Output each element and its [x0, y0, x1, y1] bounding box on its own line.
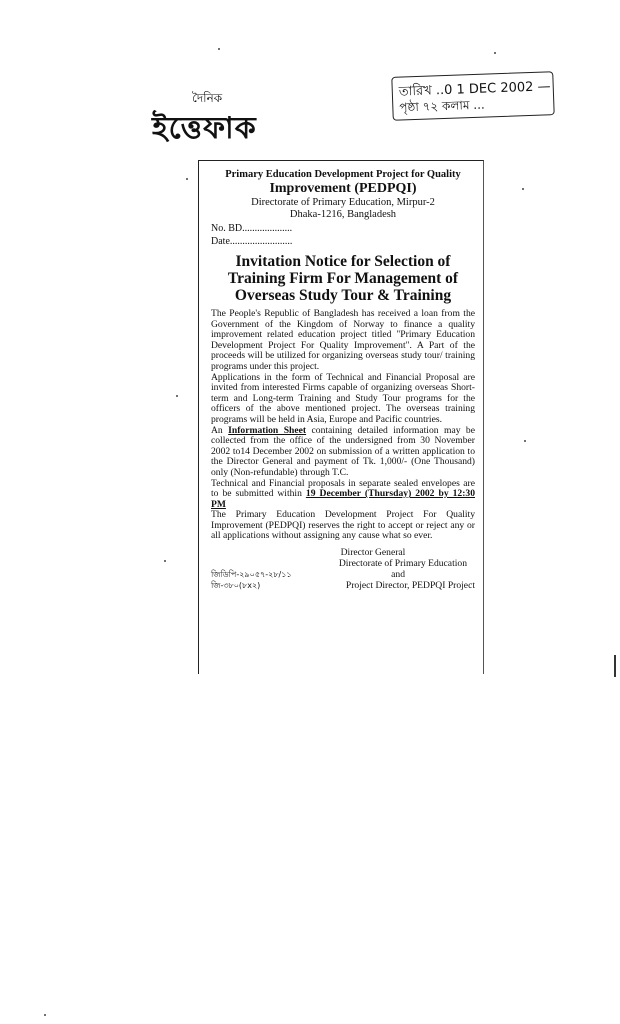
stamp-date-line: তারিখ ..0 1 DEC 2002 — [398, 79, 551, 100]
notice-header [211, 169, 475, 221]
signature-block [211, 547, 475, 591]
info-sheet-label: Information Sheet [228, 424, 307, 436]
newspaper-clipping [198, 160, 484, 674]
masthead-small: দৈনিক [192, 91, 223, 105]
notice-title: Invitation Notice for Selection of Training Firm For Management of Overseas Study Tour & Training [227, 253, 459, 304]
info-rest: containing detailed information may be collected from the office of the undersigned from 30 November 2002 to14 December 2002 on submission of a written application to the Director General and payment of Tk. 1,000/- (One Thousand) only (Non-refundable) through T.C. [211, 424, 475, 478]
speck-6 [524, 440, 526, 442]
speck-1 [218, 48, 220, 50]
signatory-title: Director General [340, 547, 406, 559]
speck-2 [494, 52, 496, 54]
paragraph-submission [211, 479, 475, 511]
bangla-code-1-row [211, 569, 475, 580]
speck-7 [164, 560, 166, 562]
paragraph-applications: Applications in the form of Technical and Financial Proposal are invited from interested Firms capable of organizing overseas Short-term and Long-term Training and Study Tour programs for the officers of the above mentioned project. The overseas training programs will be held in Asia, Europe and Pacific countries. [211, 371, 475, 425]
submission-lead: Technical and Financial proposals in separate sealed envelopes are to be submitted within [211, 477, 475, 500]
paragraph-information-sheet [211, 426, 475, 479]
reference-number: No. BD.................... [211, 223, 293, 234]
signatory-org: Directorate of Primary Education [338, 558, 467, 570]
paragraph-rights: The Primary Education Development Project For Quality Improvement (PEDPQI) reserves the right to accept or reject any or all applications without assigning any cause what so ever. [211, 509, 475, 542]
stamp-page-line: পৃষ্ঠা ৭২ কলাম ... [399, 97, 485, 115]
bangla-code-1: জিডিপি-২৯০৫৭-২৮/১১ [211, 570, 292, 580]
org-line-2: Improvement (PEDPQI) [269, 181, 417, 196]
address-line: Dhaka-1216, Bangladesh [289, 209, 397, 220]
directorate-line: Directorate of Primary Education, Mirpur-2 [251, 197, 435, 208]
speck-4 [522, 188, 524, 190]
bangla-code-2: জি-৩৮০(৮x২) [211, 581, 261, 591]
paragraph-loan: The People's Republic of Bangladesh has received a loan from the Government of the Kingdom of Norway to finance a quality improvement related education project titled "Primary Education Development Project For Quality Improvement". A Part of the proceeds will be utilized for organizing overseas study tour/ training programs under this project. [211, 308, 475, 372]
signatory-and: and [391, 569, 405, 581]
date-stamp [391, 71, 554, 121]
speck-5 [176, 395, 178, 397]
newspaper-masthead: ইত্তেফাক [152, 111, 257, 146]
date-field: Date......................... [211, 236, 293, 247]
submission-deadline: 19 December (Thursday) 2002 by 12:30 PM [211, 488, 476, 510]
bangla-code-2-row [211, 580, 475, 591]
edge-mark [614, 655, 616, 677]
signatory-project-director: Project Director, PEDPQI Project [345, 580, 475, 592]
info-lead: An [211, 424, 223, 436]
org-line-1: Primary Education Development Project for Quality [225, 169, 461, 180]
speck-8 [44, 1014, 46, 1016]
speck-3 [186, 178, 188, 180]
